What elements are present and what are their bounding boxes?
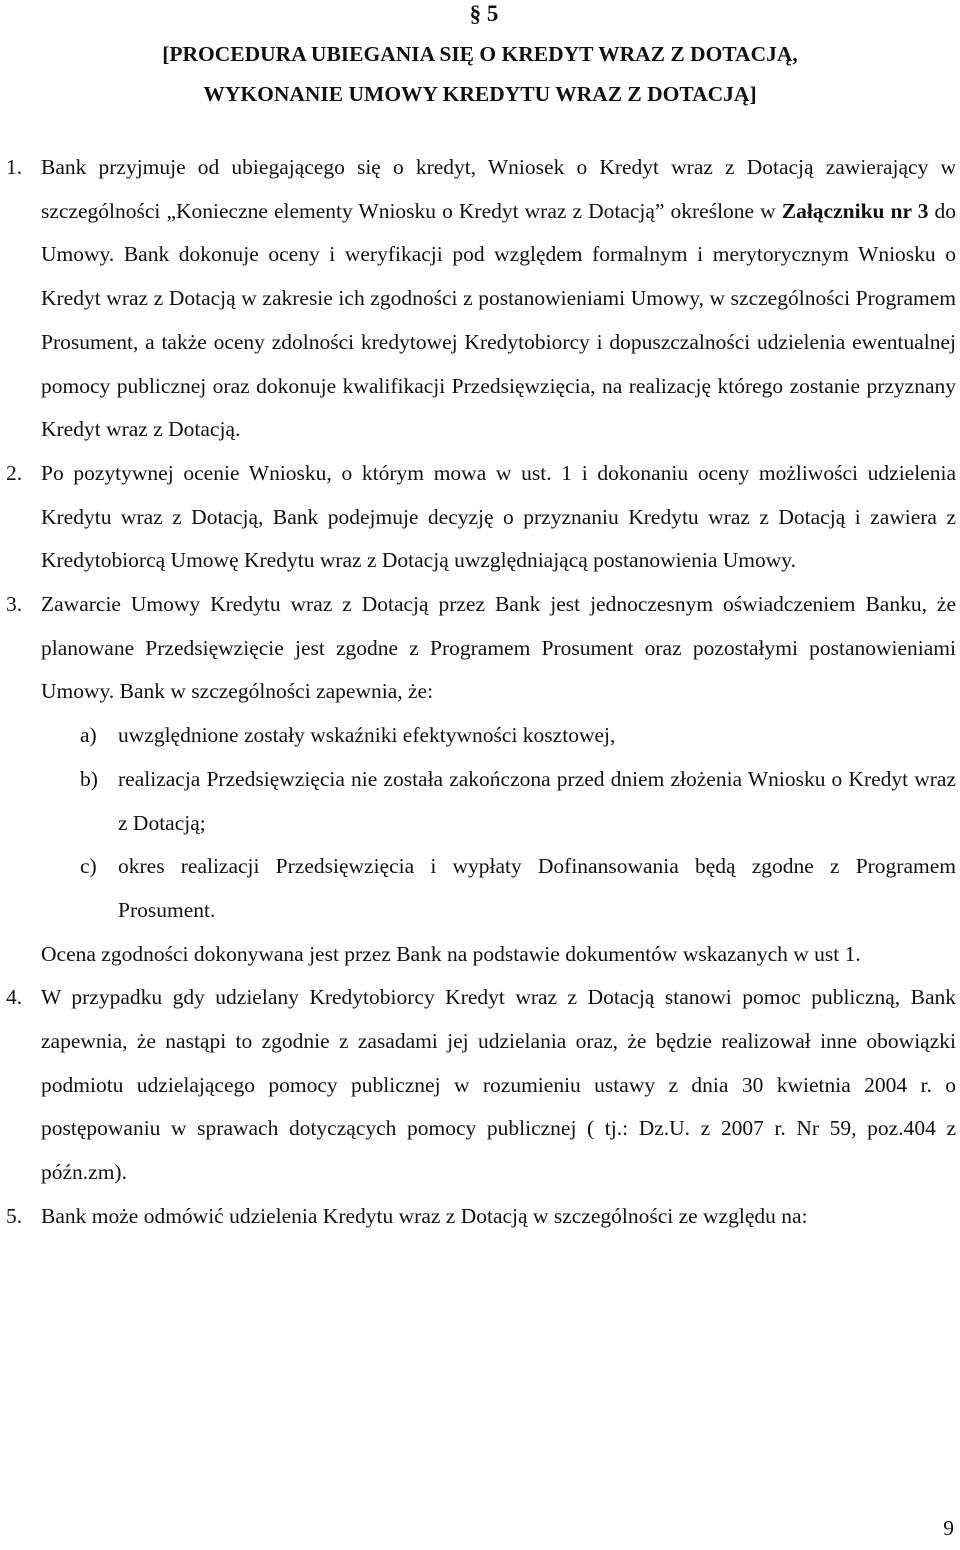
paragraph-1 <box>0 146 960 452</box>
list-item <box>0 758 960 845</box>
list-item-text: okres realizacji Przedsięwzięcia i wypłaty Dofinansowania będą zgodne z Programem Prosument. <box>118 854 956 922</box>
heading-line-1: [PROCEDURA UBIEGANIA SIĘ O KREDYT WRAZ Z DOTACJĄ, <box>162 42 798 66</box>
list-item-text: uwzględnione zostały wskaźniki efektywności kosztowej, <box>118 723 616 748</box>
list-item-letter: c) <box>80 854 97 879</box>
paragraph-text: Po pozytywnej ocenie Wniosku, o którym mowa w ust. 1 i dokonaniu oceny możliwości udzielenia Kredytu wraz z Dotacją, Bank podejmuje decyzję o przyznaniu Kredytu wraz z Dotacją i zawiera z Kredytobiorcą Umowę Kredytu wraz z Dotacją uwzględniającą postanowienia Umowy. <box>41 460 956 573</box>
paragraph-text: Bank przyjmuje od ubiegającego się o kredyt, Wniosek o Kredyt wraz z Dotacją zawierający w szczególności „Konieczne elementy Wniosku o Kredyt wraz z Dotacją” określone w <box>41 155 956 223</box>
section-mark: § 5 <box>469 1 499 26</box>
list-item <box>0 845 960 932</box>
paragraph-text: W przypadku gdy udzielany Kredytobiorcy Kredyt wraz z Dotacją stanowi pomoc publiczną, Bank zapewnia, że nastąpi to zgodnie z zasadami jej udzielania oraz, że będzie realizował inne obowiązki podmiotu udzielającego pomocy publicznej w rozumieniu ustawy z dnia 30 kwietnia 2004 r. o postępowaniu w sprawach dotyczących pomocy publicznej ( tj.: Dz.U. z 2007 r. Nr 59, poz.404 z późn.zm). <box>41 985 956 1185</box>
paragraph-3 <box>0 583 960 714</box>
paragraph-5 <box>0 1195 960 1239</box>
paragraph-2 <box>0 452 960 583</box>
attachment-reference: Załączniku nr 3 <box>781 198 929 223</box>
paragraph-number: 5. <box>6 1203 23 1228</box>
paragraph-number: 2. <box>6 460 23 485</box>
list-item <box>0 714 960 758</box>
paragraph-text: Zawarcie Umowy Kredytu wraz z Dotacją przez Bank jest jednoczesnym oświadczeniem Banku, że planowane Przedsięwzięcie jest zgodne z Programem Prosument oraz pozostałymi postanowieniami Umowy. Bank w szczególności zapewnia, że: <box>41 592 956 704</box>
paragraph-3-note: Ocena zgodności dokonywana jest przez Bank na podstawie dokumentów wskazanych w ust 1. <box>41 941 861 966</box>
paragraph-text: Bank może odmówić udzielenia Kredytu wraz z Dotacją w szczególności ze względu na: <box>41 1203 808 1228</box>
section-body <box>0 146 960 1239</box>
paragraph-text-cont: do Umowy. Bank dokonuje oceny i weryfikacji pod względem formalnym i merytorycznym Wniosku o Kredyt wraz z Dotacją w zakresie ich zgodności z postanowieniami Umowy, w szczególności Programem Prosument, a także oceny zdolności kredytowej Kredytobiorcy i dopuszczalności udzielenia ewentualnej pomocy publicznej oraz dokonuje kwalifikacji Przedsięwzięcia, na realizację którego zostanie przyznany Kredyt wraz z Dotacją. <box>41 198 957 442</box>
page-number: 9 <box>943 1516 954 1540</box>
paragraph-number: 4. <box>6 985 23 1010</box>
section-heading <box>60 34 900 114</box>
paragraph-number: 3. <box>6 592 23 617</box>
list-item-text: realizacja Przedsięwzięcia nie została zakończona przed dniem złożenia Wniosku o Kredyt wraz z Dotacją; <box>118 766 956 835</box>
list-item-letter: b) <box>80 766 98 791</box>
paragraph-number: 1. <box>6 155 23 179</box>
heading-line-2: WYKONANIE UMOWY KREDYTU WRAZ Z DOTACJĄ] <box>203 82 757 106</box>
list-item-letter: a) <box>80 723 97 748</box>
paragraph-4 <box>0 976 960 1195</box>
